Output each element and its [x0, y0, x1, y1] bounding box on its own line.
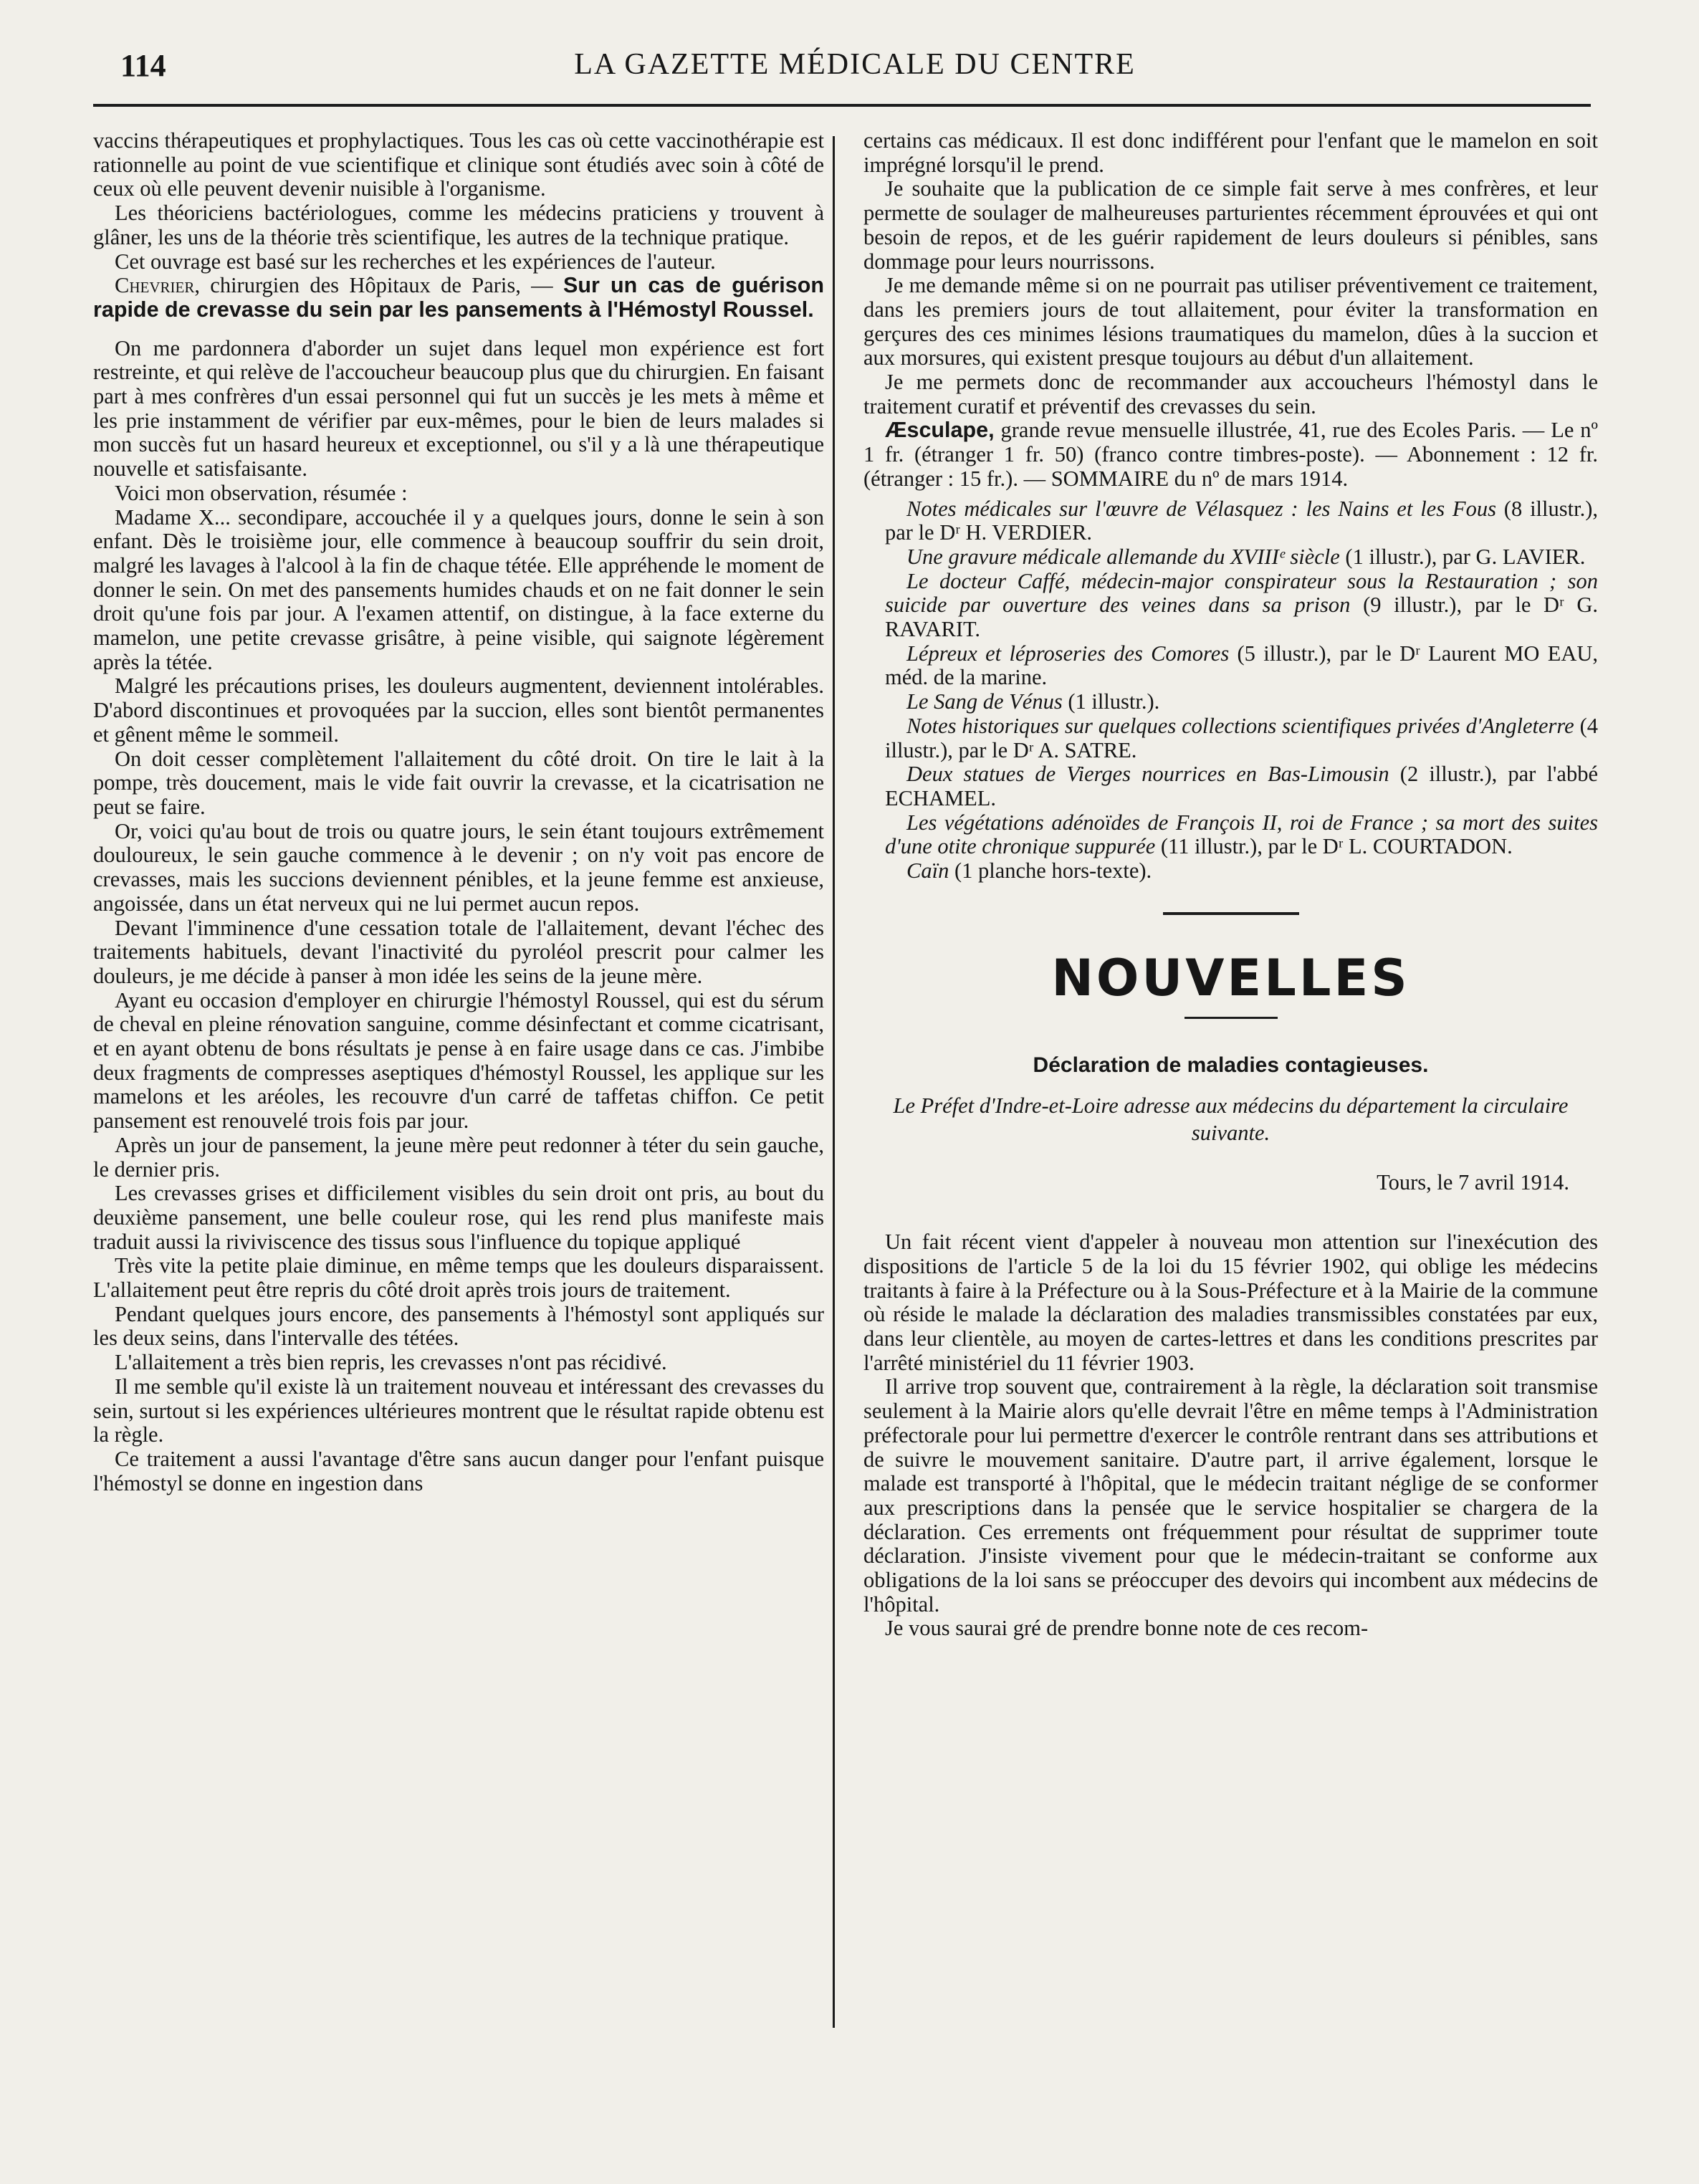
- paragraph: Malgré les précautions prises, les douleurs augmentent, deviennent intolérables. D'abord discontinues et provoquées par la succion, elles sont bientôt permanentes et gênent même le sommeil.: [93, 674, 824, 747]
- paragraph: Madame X... secondipare, accouchée il y a quelques jours, donne le sein à son enfant. Dès le troisième jour, elle commence à beaucoup souffrir du sein droit, malgré les lavages à l'alcool à la fin de chaque tétée. Elle appréhende le moment de donner le sein. On met des pansements humides chauds et on ne fait donner le sein droit qu'une fois par jour. A l'examen attentif, on distingue, à la face externe du mamelon, une petite crevasse grisâtre, à peine visible, qui saignote légèrement après la tétée.: [93, 504, 824, 674]
- toc-item: Notes historiques sur quelques collections scientifiques privées d'Angleterre (4 illustr.), par le Dʳ A. SATRE.: [885, 713, 1598, 762]
- paragraph: Très vite la petite plaie diminue, en même temps que les douleurs disparaissent. L'allaitement peut être repris du côté droit après trois jours de traitement.: [93, 1253, 824, 1303]
- paragraph: Un fait récent vient d'appeler à nouveau mon attention sur l'inexécution des dispositions de l'article 5 de la loi du 15 février 1902, qui oblige les médecins traitants à faire à la Préfecture ou à la Sous-Préfecture et à la Mairie de la commune où réside le malade la déclaration des maladies transmissibles constatées par eux, dans leur clientèle, au moyen de cartes-lettres et dans les conditions prescrites par l'arrêté ministériel du 11 février 1903.: [863, 1230, 1598, 1375]
- toc-item: Deux statues de Vierges nourrices en Bas-Limousin (2 illustr.), par l'abbé ECHAMEL.: [885, 762, 1598, 810]
- paragraph: Pendant quelques jours encore, des pansements à l'hémostyl sont appliqués sur les deux seins, dans l'intervalle des tétées.: [93, 1301, 824, 1351]
- left-column: [93, 129, 824, 1495]
- header-rule: [93, 104, 1591, 107]
- toc-item: Lépreux et léproseries des Comores (5 illustr.), par le Dʳ Laurent MO EAU, méd. de la marine.: [885, 641, 1598, 690]
- entry-author: Chevrier: [115, 273, 195, 298]
- toc-item: Les végétations adénoïdes de François II, roi de France ; sa mort des suites d'une otite chronique suppurée (11 illustr.), par le Dʳ L. COURTADON.: [885, 810, 1598, 859]
- paragraph: L'allaitement a très bien repris, les crevasses n'ont pas récidivé.: [115, 1350, 667, 1375]
- toc-item: Notes médicales sur l'œuvre de Vélasquez : les Nains et les Fous (8 illustr.), par le Dʳ H. VERDIER.: [885, 496, 1598, 545]
- paragraph: Il me semble qu'il existe là un traitement nouveau et intéressant des crevasses du sein, surtout si les expériences ultérieures montrent que le résultat rapide obtenu est la règle.: [93, 1374, 824, 1447]
- entry-title: Sur un cas de guérison rapide de crevasse du sein par les pansements à l'Hémostyl Roussel.: [93, 273, 824, 322]
- page-header: [120, 47, 1589, 97]
- paragraph: certains cas médicaux. Il est donc indifférent pour l'enfant que le mamelon en soit imprégné lorsqu'il le prend.: [863, 128, 1598, 177]
- paragraph: Cet ouvrage est basé sur les recherches et les expériences de l'auteur.: [115, 249, 716, 274]
- paragraph: Après un jour de pansement, la jeune mère peut redonner à téter du sein gauche, le dernier pris.: [93, 1132, 824, 1182]
- paragraph: On doit cesser complètement l'allaitement du côté droit. On tire le lait à la pompe, très doucement, mais le vide fait ouvrir la crevasse, et la cicatrisation ne peut se faire.: [93, 746, 824, 819]
- entry-affiliation: , chirurgien des Hôpitaux de Paris, —: [194, 273, 563, 298]
- toc-item: Une gravure médicale allemande du XVIIIᵉ siècle (1 illustr.), par G. LAVIER.: [906, 544, 1586, 569]
- paragraph: Les théoriciens bactériologues, comme les médecins praticiens y trouvent à glâner, les uns de la théorie très scientifique, les autres de la technique pratique.: [93, 201, 824, 249]
- paragraph: Je me demande même si on ne pourrait pas utiliser préventivement ce traitement, dans les premiers jours de tout allaitement, pour éviter la transformation en gerçures des ces minimes lésions traumatiques du mamelon, dûes à la succion et aux morsures, qui existent presque toujours au début d'un allaitement.: [863, 273, 1598, 370]
- aesculape-entry: [863, 418, 1598, 491]
- paragraph: Ce traitement a aussi l'avantage d'être sans aucun danger pour l'enfant puisque l'hémostyl se donne en ingestion dans: [93, 1446, 824, 1495]
- running-title: LA GAZETTE MÉDICALE DU CENTRE: [574, 48, 1136, 81]
- section-separator: [1163, 912, 1299, 915]
- toc-item: Le docteur Caffé, médecin-major conspirateur sous la Restauration ; son suicide par ouverture des veines dans sa prison (9 illustr.), par le Dʳ G. RAVARIT.: [885, 568, 1598, 642]
- paragraph: Je vous saurai gré de prendre bonne note de ces recom-: [885, 1616, 1369, 1641]
- dateline: Tours, le 7 avril 1914.: [1377, 1169, 1569, 1194]
- toc-item: Le Sang de Vénus (1 illustr.).: [906, 689, 1160, 714]
- paragraph: Devant l'imminence d'une cessation totale de l'allaitement, devant l'échec des traitements habituels, devant l'inactivité du pyroléol prescrit pour calmer les douleurs, je me décide à panser à mon idée les seins de la jeune mère.: [93, 915, 824, 988]
- paragraph: Or, voici qu'au bout de trois ou quatre jours, le sein étant toujours extrêmement douloureux, le sein gauche commence à le devenir ; on n'y voit pas encore de crevasses, mais les succions deviennent pénibles, et la jeune femme est anxieuse, angoissée, dans un état nerveux qui ne lui permet aucun repos.: [93, 818, 824, 916]
- journal-details: grande revue mensuelle illustrée, 41, rue des Ecoles Paris. — Le nº 1 fr. (étranger 1 fr. 50) (franco contre timbres-poste). — Abonnement : 12 fr. (étranger : 15 fr.). — SOMMAIRE du nº de mars 1914.: [863, 418, 1598, 491]
- paragraph: Je me permets donc de recommander aux accoucheurs l'hémostyl dans le traitement curatif et préventif des crevasses du sein.: [863, 370, 1598, 418]
- page-number: 114: [120, 48, 166, 83]
- paragraph: On me pardonnera d'aborder un sujet dans lequel mon expérience est fort restreinte, et qui relève de l'accoucheur beaucoup plus que du chirurgien. En faisant part à mes confrères d'un essai personnel qui fut un succès je les mets à même et les prie instamment de vérifier par eux-mêmes, pour le bien de leurs malades si mon succès fut un hasard heureux et exceptionnel, ou s'il y a là une thérapeutique nouvelle et satisfaisante.: [93, 335, 824, 482]
- paragraph: Ayant eu occasion d'employer en chirurgie l'hémostyl Roussel, qui est du sérum de cheval en pleine rénovation sanguine, comme désinfectant et comme cicatrisant, et en ayant obtenu de bons résultats je pense à en faire usage dans ce cas. J'imbibe deux fragments de compresses aseptiques d'hémostyl Roussel, les applique sur les mamelons et les aréoles, les recouvre d'un carré de taffetas chiffon. Ce petit pansement est renouvelé trois fois par jour.: [93, 987, 824, 1134]
- column-divider: [833, 136, 835, 2028]
- paragraph: Je souhaite que la publication de ce simple fait serve à mes confrères, et leur permette de soulager de malheureuses parturientes récemment éprouvées et qui ont besoin de repos, et de les guérir rapidement de leurs douleurs si pénibles, sans dommage pour leurs nourrissons.: [863, 176, 1598, 274]
- paragraph: Les crevasses grises et difficilement visibles du sein droit ont pris, au bout du deuxième pansement, une belle couleur rose, qui les rend plus manifeste mais traduit aussi la riviviscence des tissus sous l'influence du topique appliqué: [93, 1181, 824, 1254]
- journal-name: Æsculape,: [885, 418, 995, 443]
- paragraph: Il arrive trop souvent que, contrairement à la règle, la déclaration soit transmise seulement à la Mairie alors qu'elle devrait l'être en même temps à l'Administration préfectorale pour lui permettre d'exercer le contrôle rentrant dans ses attributions et de suivre le mouvement sanitaire. D'autre part, il arrive également, lorsque le malade est transporté à l'hôpital, que le médecin traitant néglige de se conformer aux prescriptions dans la pensée que le service hospitalier se chargera de la déclaration. Ces errements ont fréquemment pour résultat de supprimer toute déclaration. J'insiste vivement pour que le médecin-traitant se conforme aux obligations de la loi sans se préoccuper des devoirs qui incombent aux médecins de l'hôpital.: [863, 1374, 1598, 1617]
- right-column: [863, 129, 1598, 1641]
- toc-item: Caïn (1 planche hors-texte).: [906, 858, 1152, 883]
- section-title: NOUVELLES: [1051, 948, 1410, 1007]
- article-intro: Le Préfet d'Indre-et-Loire adresse aux médecins du département la circulaire suivante.: [893, 1093, 1569, 1145]
- table-of-contents: [863, 497, 1598, 883]
- circular-letter: [863, 1230, 1598, 1641]
- review-entry: [93, 274, 824, 322]
- paragraph: vaccins thérapeutiques et prophylactiques. Tous les cas où cette vaccinothérapie est rationnelle au point de vue scientifique et clinique sont étudiés avec soin à côté de ceux où elle peuvent devenir nuisible à l'organisme.: [93, 128, 824, 201]
- title-underline: [1184, 1017, 1278, 1019]
- paragraph: Voici mon observation, résumée :: [115, 480, 408, 505]
- article-title: Déclaration de maladies contagieuses.: [1033, 1053, 1429, 1077]
